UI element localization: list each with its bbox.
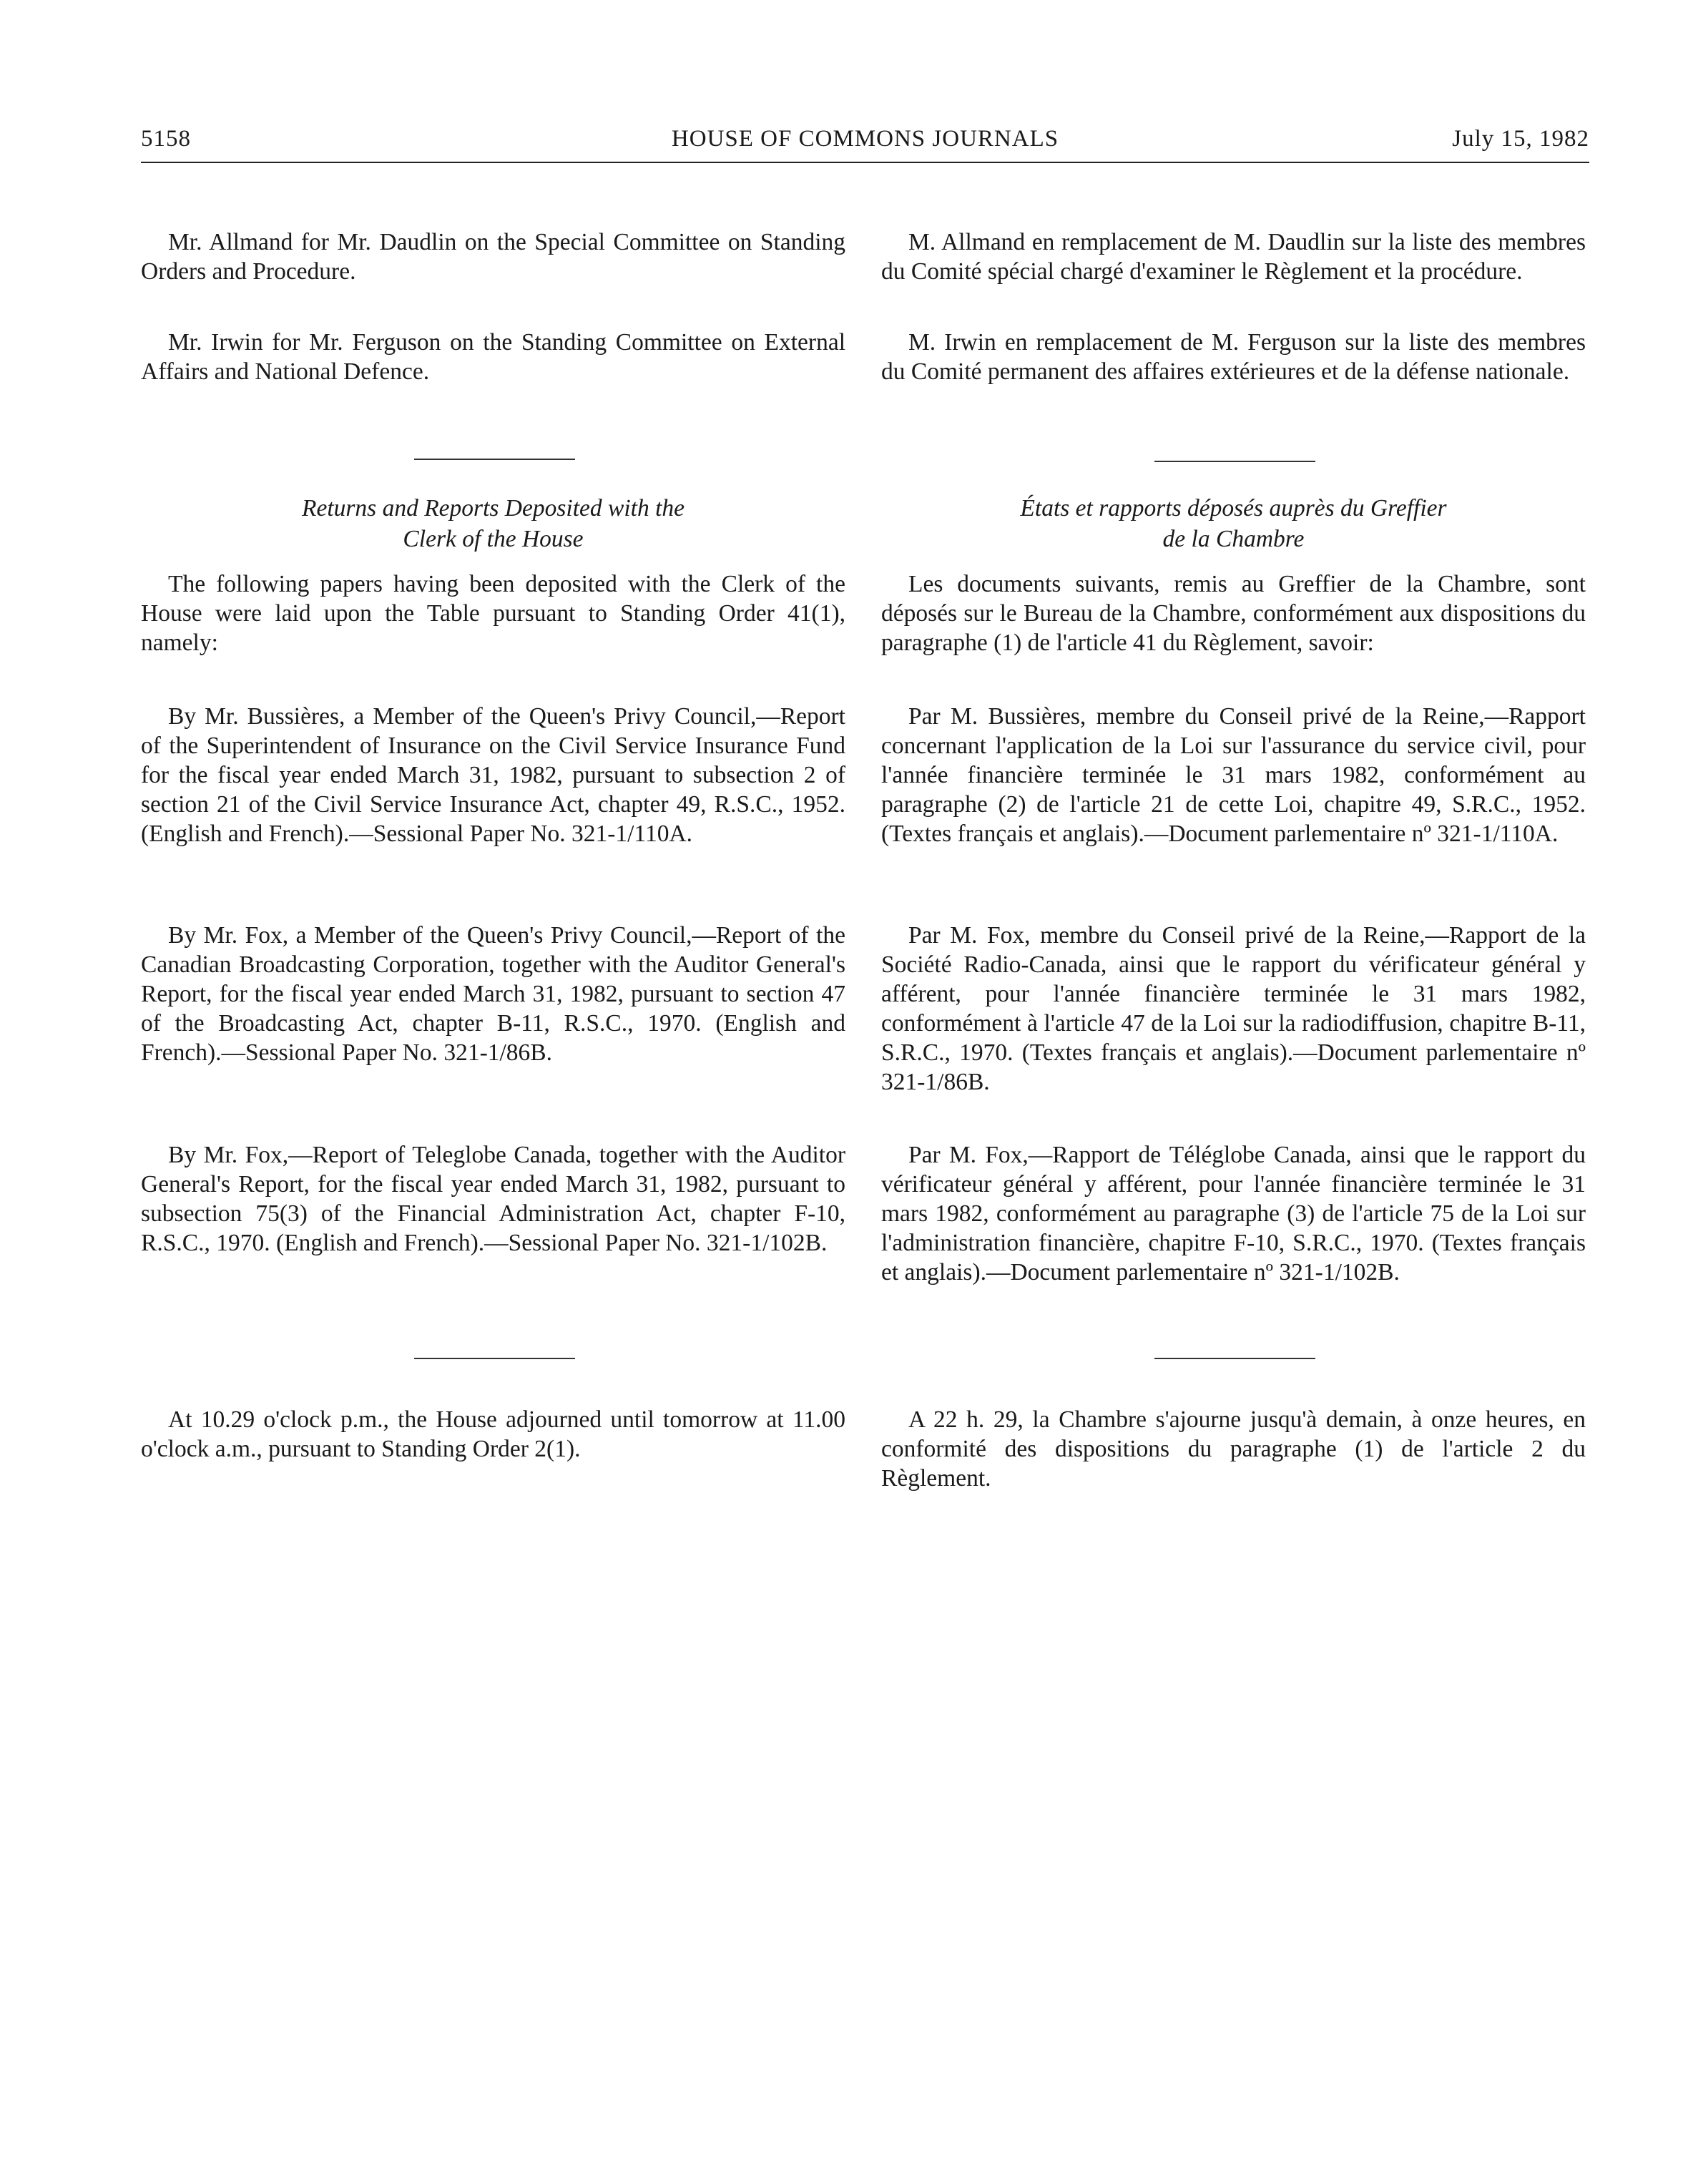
fr-committee-change-2: M. Irwin en remplacement de M. Ferguson sur la liste des membres du Comité permanent des affaires extérieures et de la défense nationale. xyxy=(881,329,1586,385)
en-section-divider-1 xyxy=(414,459,575,460)
en-paper-3: By Mr. Fox,—Report of Teleglobe Canada, together with the Auditor General's Report, for the fiscal year ended March 31, 1982, pursuant to subsection 75(3) of the Financial Administration Act, chapter F-10, R.S.C., 1970. (English and French).—Sessional Paper No. 321-1/102B. xyxy=(141,1142,845,1256)
page-number: 5158 xyxy=(141,126,191,152)
fr-paper-2: Par M. Fox, membre du Conseil privé de la Reine,—Rapport de la Société Radio-Canada, ainsi que le rapport du vérificateur général y afférent, pour l'année financière terminée le 31 mars 1982, conformément à l'article 47 de la Loi sur la radiodiffusion, chapitre B-11, S.R.C., 1970. (Textes français et anglais).—Document parlementaire nº 321-1/86B. xyxy=(881,922,1586,1095)
english-column xyxy=(141,0,845,2184)
french-column xyxy=(881,0,1586,2184)
en-adjournment: At 10.29 o'clock p.m., the House adjourned until tomorrow at 11.00 o'clock a.m., pursuant to Standing Order 2(1). xyxy=(141,1406,845,1462)
fr-intro-paragraph: Les documents suivants, remis au Greffier de la Chambre, sont déposés sur le Bureau de la Chambre, conformément aux dispositions du paragraphe (1) de l'article 41 du Règlement, savoir: xyxy=(881,571,1586,656)
en-committee-change-1: Mr. Allmand for Mr. Daudlin on the Special Committee on Standing Orders and Procedure. xyxy=(141,229,845,285)
en-section-heading xyxy=(141,493,845,554)
en-committee-change-2: Mr. Irwin for Mr. Ferguson on the Standing Committee on External Affairs and National Defence. xyxy=(141,329,845,385)
en-section-divider-2 xyxy=(414,1358,575,1359)
fr-heading-line-2: de la Chambre xyxy=(1162,526,1305,552)
en-heading-line-1: Returns and Reports Deposited with the xyxy=(301,495,685,521)
fr-committee-change-1: M. Allmand en remplacement de M. Daudlin sur la liste des membres du Comité spécial chargé d'examiner le Règlement et la procédure. xyxy=(881,229,1586,285)
en-paper-1: By Mr. Bussières, a Member of the Queen's Privy Council,—Report of the Superintendent of Insurance on the Civil Service Insurance Fund for the fiscal year ended March 31, 1982, pursuant to subsection 2 of section 21 of the Civil Service Insurance Act, chapter 49, R.S.C., 1952. (English and French).—Sessional Paper No. 321-1/110A. xyxy=(141,703,845,847)
en-intro-paragraph: The following papers having been deposited with the Clerk of the House were laid upon the Table pursuant to Standing Order 41(1), namely: xyxy=(141,571,845,656)
fr-adjournment: A 22 h. 29, la Chambre s'ajourne jusqu'à demain, à onze heures, en conformité des dispositions du paragraphe (1) de l'article 2 du Règlement. xyxy=(881,1406,1586,1492)
fr-section-divider-2 xyxy=(1154,1358,1315,1359)
journal-date: July 15, 1982 xyxy=(1452,126,1589,152)
fr-section-divider-1 xyxy=(1154,461,1315,462)
journal-title: HOUSE OF COMMONS JOURNALS xyxy=(671,126,1059,152)
en-heading-line-2: Clerk of the House xyxy=(403,526,584,552)
fr-paper-3: Par M. Fox,—Rapport de Téléglobe Canada, ainsi que le rapport du vérificateur général y afférent, pour l'année financière terminée le 31 mars 1982, conformément au paragraphe (3) de l'article 75 de la Loi sur l'administration financière, chapitre F-10, S.R.C., 1970. (Textes français et anglais).—Document parlementaire nº 321-1/102B. xyxy=(881,1142,1586,1286)
fr-section-heading xyxy=(881,493,1586,554)
en-paper-2: By Mr. Fox, a Member of the Queen's Privy Council,—Report of the Canadian Broadcasting Corporation, together with the Auditor General's Report, for the fiscal year ended March 31, 1982, pursuant to section 47 of the Broadcasting Act, chapter B-11, R.S.C., 1970. (English and French).—Sessional Paper No. 321-1/86B. xyxy=(141,922,845,1066)
fr-heading-line-1: États et rapports déposés auprès du Greffier xyxy=(1020,495,1447,521)
fr-paper-1: Par M. Bussières, membre du Conseil privé de la Reine,—Rapport concernant l'application de la Loi sur l'assurance du service civil, pour l'année financière terminée le 31 mars 1982, conformément au paragraphe (2) de l'article 21 de cette Loi, chapitre 49, S.R.C., 1952. (Textes français et anglais).—Document parlementaire nº 321-1/110A. xyxy=(881,703,1586,847)
